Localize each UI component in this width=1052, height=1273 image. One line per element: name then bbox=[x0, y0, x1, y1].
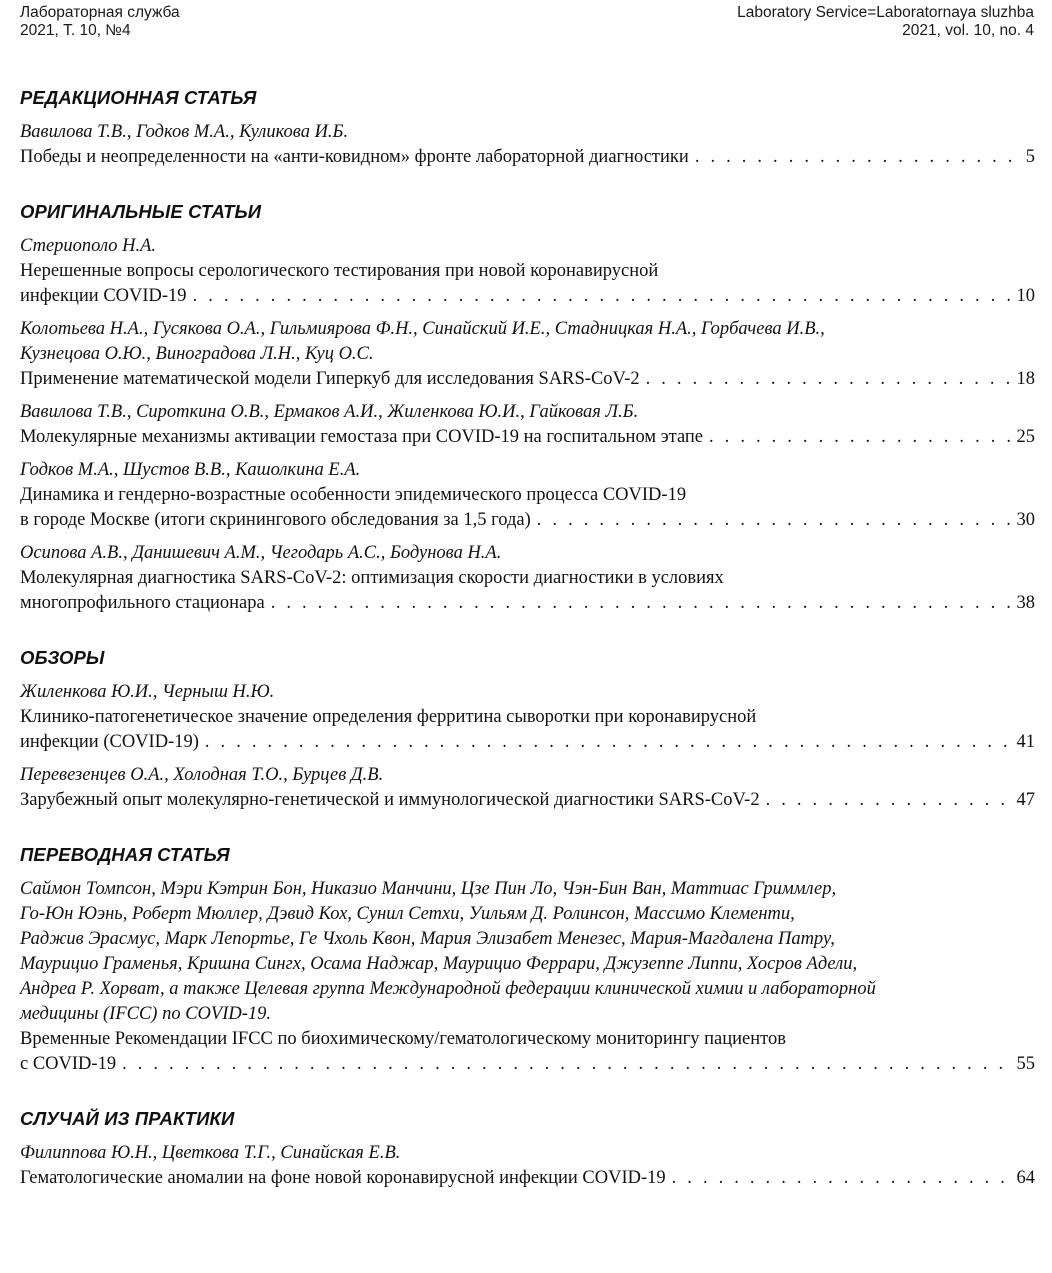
page-number: 47 bbox=[1016, 790, 1035, 810]
entry-authors: Вавилова Т.В., Годков М.А., Куликова И.Б. bbox=[20, 122, 349, 142]
entry-title-final-line bbox=[20, 788, 1035, 813]
entry-title-text: Зарубежный опыт молекулярно-генетической и иммунологической диагностики SARS-CoV-2 bbox=[20, 790, 760, 810]
entry-title-text: Победы и неопределенности на «анти-ковидном» фронте лабораторной диагностики bbox=[20, 147, 689, 167]
entry-title-line: Динамика и гендерно-возрастные особенности эпидемического процесса COVID-19 bbox=[20, 485, 687, 505]
table-of-contents bbox=[20, 86, 1035, 1191]
dot-leader bbox=[672, 1166, 1011, 1191]
toc-section bbox=[20, 646, 1035, 813]
toc-entry[interactable] bbox=[20, 763, 1035, 813]
toc-section bbox=[20, 1107, 1035, 1191]
entry-title-final-line bbox=[20, 730, 1035, 755]
page-number: 41 bbox=[1016, 732, 1035, 752]
toc-entry[interactable] bbox=[20, 458, 1035, 533]
entry-authors: Вавилова Т.В., Сироткина О.В., Ермаков А.И., Жиленкова Ю.И., Гайковая Л.Б. bbox=[20, 402, 639, 422]
section-title: РЕДАКЦИОННАЯ СТАТЬЯ bbox=[20, 87, 257, 108]
dot-leader bbox=[193, 284, 1011, 309]
toc-entry[interactable] bbox=[20, 680, 1035, 755]
entry-title-line: Молекулярная диагностика SARS-CoV-2: оптимизация скорости диагностики в условиях bbox=[20, 568, 724, 588]
entry-title-final-line bbox=[20, 591, 1035, 616]
dot-leader bbox=[766, 788, 1011, 813]
section-spacer bbox=[20, 170, 1035, 200]
issue-info-en: 2021, vol. 10, no. 4 bbox=[902, 22, 1034, 39]
entry-authors: медицины (IFCC) по COVID-19. bbox=[20, 1004, 272, 1024]
entry-authors: Го-Юн Юэнь, Роберт Мюллер, Дэвид Кох, Сунил Сетхи, Уильям Д. Ролинсон, Массимо Клементи, bbox=[20, 904, 795, 924]
toc-entry[interactable] bbox=[20, 877, 1035, 1077]
section-title: ПЕРЕВОДНАЯ СТАТЬЯ bbox=[20, 844, 230, 865]
section-spacer bbox=[20, 616, 1035, 646]
entry-title-line: Нерешенные вопросы серологического тестирования при новой коронавирусной bbox=[20, 261, 659, 281]
dot-leader bbox=[646, 367, 1011, 392]
entry-title-text: инфекции COVID-19 bbox=[20, 286, 187, 306]
entry-title-line: Временные Рекомендации IFCC по биохимическому/гематологическому мониторингу пациентов bbox=[20, 1029, 786, 1049]
entry-title-text: в городе Москве (итоги скринингового обследования за 1,5 года) bbox=[20, 510, 531, 530]
page-number: 64 bbox=[1016, 1168, 1035, 1188]
entry-title-final-line bbox=[20, 1052, 1035, 1077]
entry-title-text: Гематологические аномалии на фоне новой коронавирусной инфекции COVID-19 bbox=[20, 1168, 666, 1188]
dot-leader bbox=[695, 145, 1020, 170]
section-spacer bbox=[20, 1077, 1035, 1107]
entry-title-text: Применение математической модели Гиперкуб для исследования SARS-CoV-2 bbox=[20, 369, 640, 389]
page-number: 38 bbox=[1016, 593, 1035, 613]
toc-section bbox=[20, 843, 1035, 1077]
entry-authors: Филиппова Ю.Н., Цветкова Т.Г., Синайская Е.В. bbox=[20, 1143, 401, 1163]
dot-leader bbox=[271, 591, 1011, 616]
section-spacer bbox=[20, 813, 1035, 843]
journal-name-ru: Лабораторная служба bbox=[20, 4, 180, 21]
entry-authors: Стериополо Н.А. bbox=[20, 236, 157, 256]
entry-title-final-line bbox=[20, 508, 1035, 533]
page-number: 25 bbox=[1016, 427, 1035, 447]
entry-title-text: с COVID-19 bbox=[20, 1054, 117, 1074]
toc-entry[interactable] bbox=[20, 120, 1035, 170]
toc-entry[interactable] bbox=[20, 1141, 1035, 1191]
section-title: СЛУЧАЙ ИЗ ПРАКТИКИ bbox=[20, 1108, 235, 1129]
entry-title-text: многопрофильного стационара bbox=[20, 593, 265, 613]
dot-leader bbox=[205, 730, 1011, 755]
page-number: 55 bbox=[1016, 1054, 1035, 1074]
toc-entry[interactable] bbox=[20, 541, 1035, 616]
entry-authors: Годков М.А., Шустов В.В., Кашолкина Е.А. bbox=[20, 460, 361, 480]
entry-authors: Колотьева Н.А., Гусякова О.А., Гильмиярова Ф.Н., Синайский И.Е., Стадницкая Н.А., Горбачева И.В., bbox=[20, 319, 825, 339]
entry-title-text: Молекулярные механизмы активации гемостаза при COVID-19 на госпитальном этапе bbox=[20, 427, 704, 447]
toc-entry[interactable] bbox=[20, 400, 1035, 450]
section-title: ОРИГИНАЛЬНЫЕ СТАТЬИ bbox=[20, 201, 262, 222]
entry-authors: Маурицио Граменья, Кришна Сингх, Осама Наджар, Маурицио Феррари, Джузеппе Липпи, Хосров Адели, bbox=[20, 954, 858, 974]
page-number: 5 bbox=[1025, 147, 1035, 167]
toc-entry[interactable] bbox=[20, 234, 1035, 309]
entry-title-final-line bbox=[20, 1166, 1035, 1191]
toc-section bbox=[20, 86, 1035, 170]
entry-authors: Осипова А.В., Данишевич А.М., Чегодарь А.С., Бодунова Н.А. bbox=[20, 543, 502, 563]
page-number: 18 bbox=[1016, 369, 1035, 389]
toc-entry[interactable] bbox=[20, 317, 1035, 392]
page-number: 10 bbox=[1016, 286, 1035, 306]
journal-name-en: Laboratory Service=Laboratornaya sluzhba bbox=[737, 4, 1034, 21]
running-header-left bbox=[20, 4, 180, 40]
section-title: ОБЗОРЫ bbox=[20, 647, 105, 668]
page-number: 30 bbox=[1016, 510, 1035, 530]
entry-title-final-line bbox=[20, 145, 1035, 170]
dot-leader bbox=[709, 425, 1010, 450]
dot-leader bbox=[122, 1052, 1010, 1077]
dot-leader bbox=[537, 508, 1011, 533]
entry-title-final-line bbox=[20, 425, 1035, 450]
entry-authors: Кузнецова О.Ю., Виноградова Л.Н., Куц О.С. bbox=[20, 344, 374, 364]
issue-info-ru: 2021, Т. 10, №4 bbox=[20, 22, 131, 39]
entry-title-text: инфекции (COVID-19) bbox=[20, 732, 199, 752]
entry-title-final-line bbox=[20, 284, 1035, 309]
entry-authors: Саймон Томпсон, Мэри Кэтрин Бон, Никазио Манчини, Цзе Пин Ло, Чэн-Бин Ван, Маттиас Гриммлер, bbox=[20, 879, 837, 899]
entry-authors: Раджив Эрасмус, Марк Лепортье, Ге Чхоль Квон, Мария Элизабет Менезес, Мария-Магдалена Патру, bbox=[20, 929, 835, 949]
entry-authors: Андреа Р. Хорват, а также Целевая группа Международной федерации клинической химии и лабораторной bbox=[20, 979, 876, 999]
entry-title-final-line bbox=[20, 367, 1035, 392]
toc-section bbox=[20, 200, 1035, 616]
entry-title-line: Клинико-патогенетическое значение определения ферритина сыворотки при коронавирусной bbox=[20, 707, 757, 727]
running-header-right bbox=[737, 4, 1034, 40]
entry-authors: Перевезенцев О.А., Холодная Т.О., Бурцев Д.В. bbox=[20, 765, 384, 785]
entry-authors: Жиленкова Ю.И., Черныш Н.Ю. bbox=[20, 682, 275, 702]
